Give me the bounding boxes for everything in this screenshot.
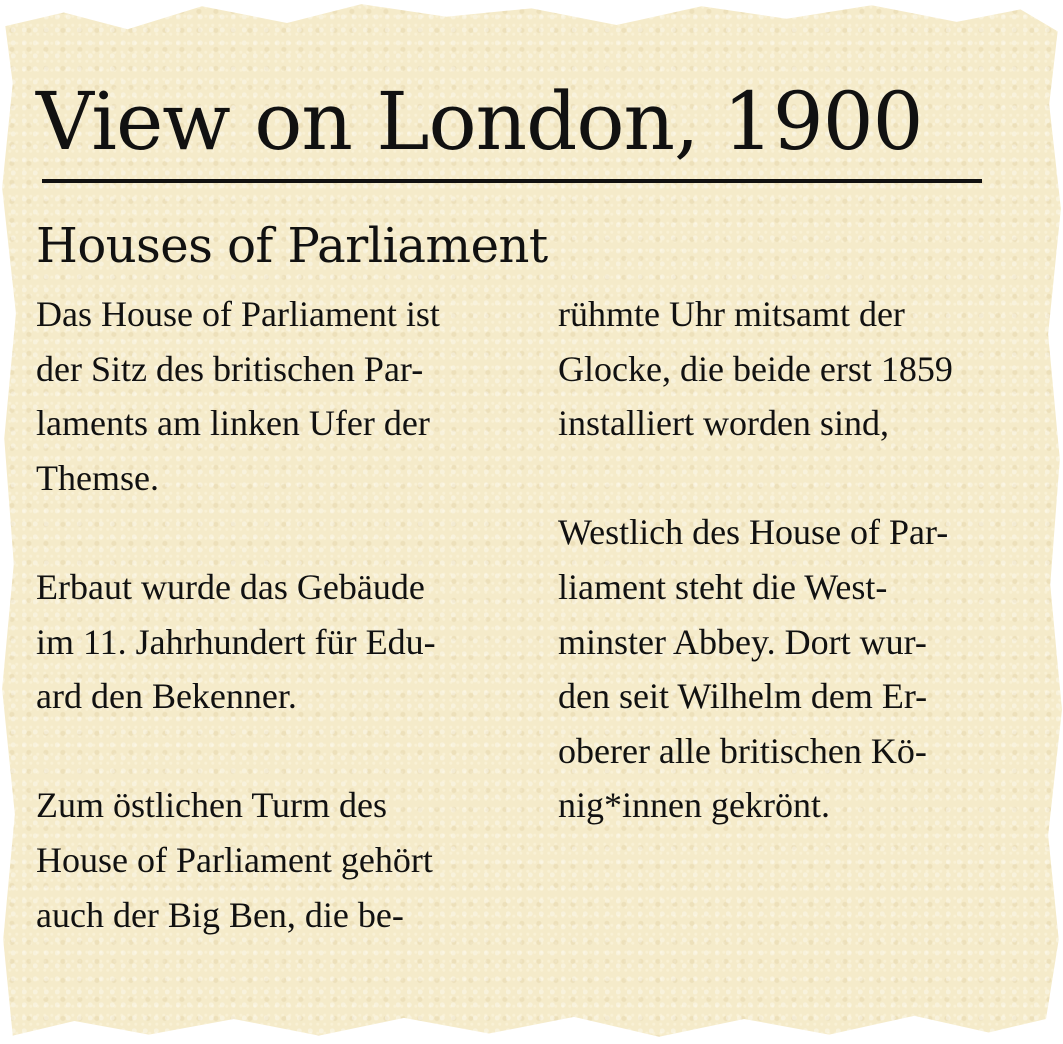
text-line: laments am linken Ufer der xyxy=(36,403,430,444)
text-line: liament steht die West- xyxy=(558,566,888,607)
text-line: Westlich des House of Par- xyxy=(558,512,949,553)
text-line: Das House of Parliament ist xyxy=(36,294,440,334)
text-line: oberer alle britischen Kö- xyxy=(558,730,927,771)
text-line: installiert worden sind, xyxy=(558,403,889,444)
text-line: nig*innen gekrönt. xyxy=(558,785,830,826)
title-underline xyxy=(42,179,982,183)
text-line: Zum östlichen Turm des xyxy=(36,785,388,826)
left-column xyxy=(36,287,546,942)
text-line: minster Abbey. Dort wur- xyxy=(558,621,927,662)
page-title: View on London, 1900 xyxy=(36,75,923,168)
paragraph-westminster-abbey xyxy=(558,505,1056,833)
right-column xyxy=(558,287,1056,833)
text-line: rühmte Uhr mitsamt der xyxy=(558,294,905,334)
text-line: ard den Bekenner. xyxy=(36,676,297,717)
text-line: Erbaut wurde das Gebäude xyxy=(36,566,425,607)
paragraph-big-ben-continued xyxy=(558,287,1056,451)
paragraph-gap xyxy=(36,724,546,779)
paragraph-built-history xyxy=(36,560,546,724)
text-line: Themse. xyxy=(36,457,159,498)
paragraph-gap xyxy=(36,505,546,560)
text-line: den seit Wilhelm dem Er- xyxy=(558,676,928,717)
text-line: der Sitz des britischen Par- xyxy=(36,348,424,389)
text-line: im 11. Jahrhundert für Edu- xyxy=(36,621,436,662)
paragraph-parliament-location xyxy=(36,287,546,505)
text-line: House of Parliament gehört xyxy=(36,839,433,880)
text-line: auch der Big Ben, die be- xyxy=(36,894,404,935)
paragraph-gap xyxy=(558,451,1056,506)
text-line: Glocke, die beide erst 1859 xyxy=(558,348,953,389)
paragraph-big-ben xyxy=(36,778,546,942)
section-heading: Houses of Parliament xyxy=(36,218,548,274)
